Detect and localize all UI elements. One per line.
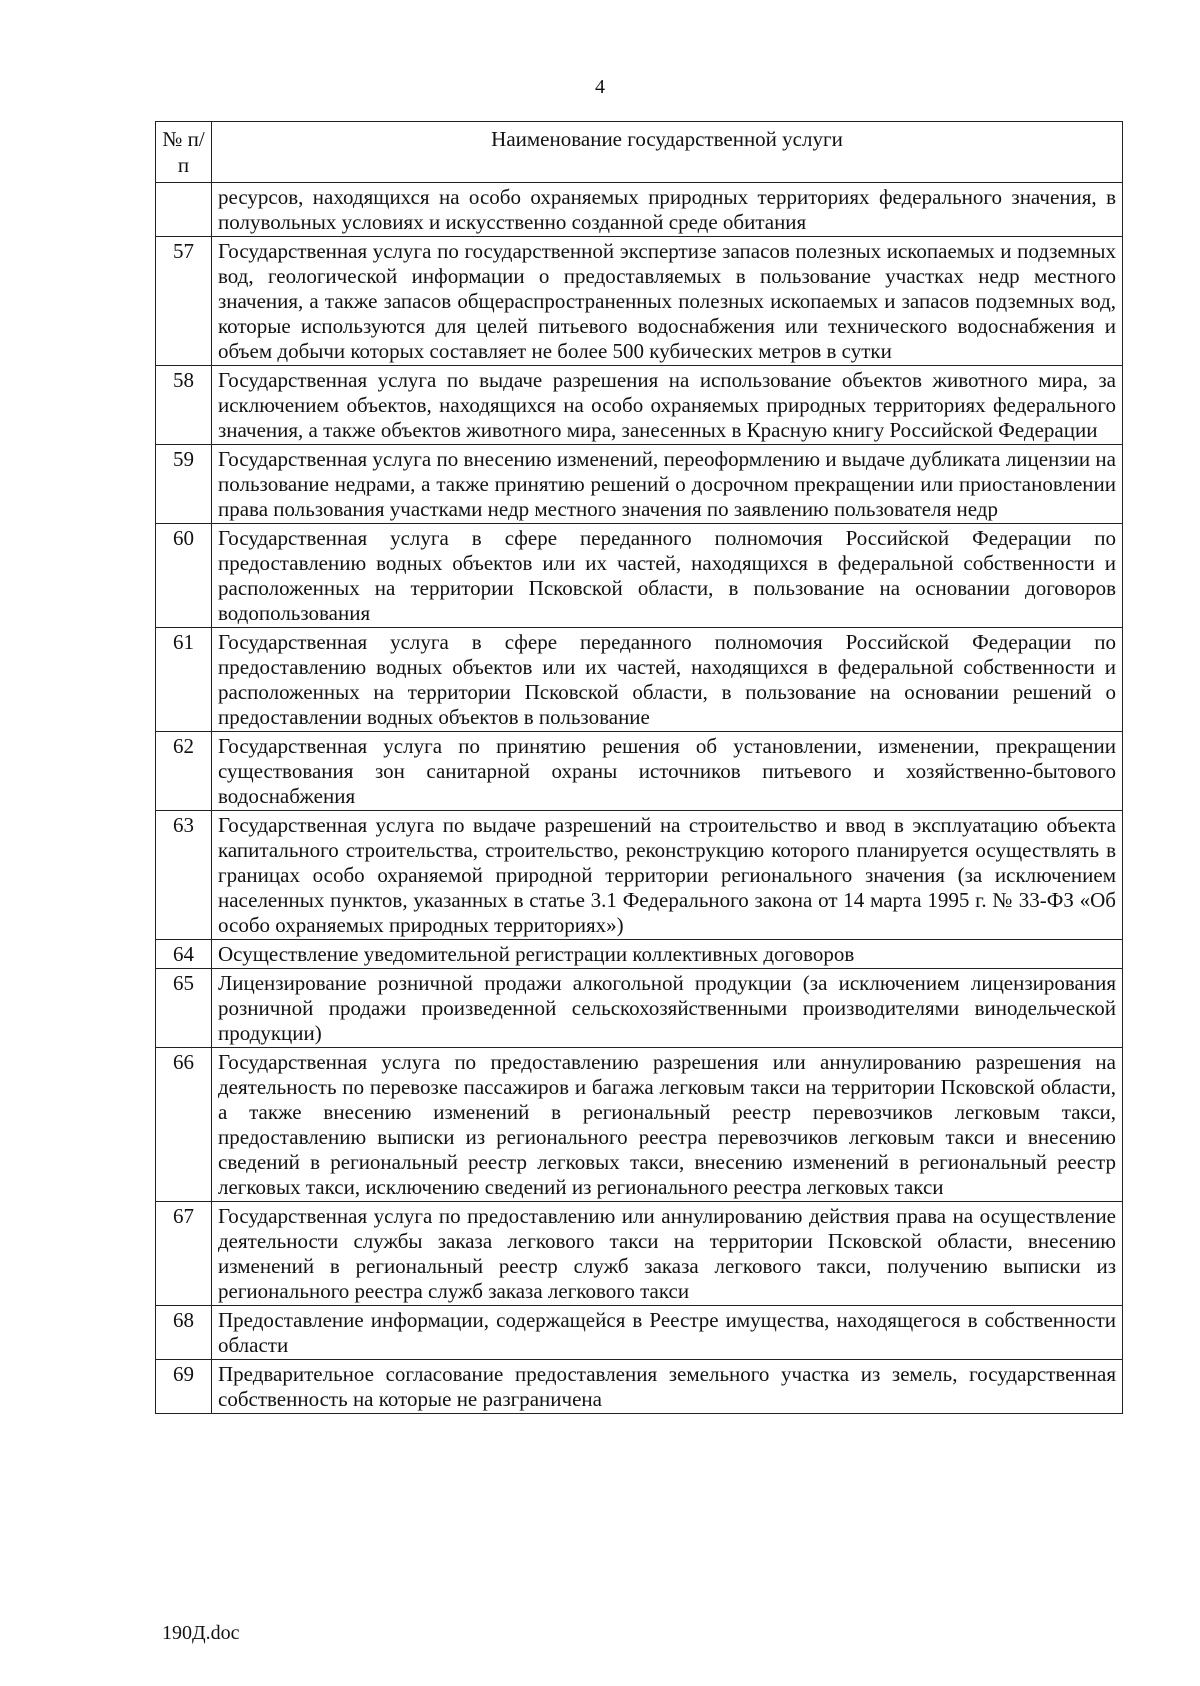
table-row: [156, 366, 1123, 445]
row-number: 62: [156, 732, 212, 811]
services-table: [155, 121, 1123, 1414]
table-row: [156, 811, 1123, 940]
service-name: Государственная услуга по принятию решения об установлении, изменении, прекращении существования зон санитарной охраны источников питьевого и хозяйственно-бытового водоснабжения: [212, 732, 1123, 811]
row-number: 65: [156, 969, 212, 1048]
row-number: [156, 183, 212, 237]
row-number: 63: [156, 811, 212, 940]
row-number: 66: [156, 1048, 212, 1202]
service-name: Государственная услуга по внесению изменений, переоформлению и выдаче дубликата лицензии на пользование недрами, а также принятию решений о досрочном прекращении или приостановлении права пользования участками недр местного значения по заявлению пользователя недр: [212, 445, 1123, 524]
service-name: Государственная услуга по выдаче разрешений на строительство и ввод в эксплуатацию объекта капитального строительства, строительство, реконструкцию которого планируется осуществлять в границах особо охраняемой природной территории регионального значения (за исключением населенных пунктов, указанных в статье 3.1 Федерального закона от 14 марта 1995 г. № 33-ФЗ «Об особо охраняемых природных территориях»): [212, 811, 1123, 940]
service-name: Предварительное согласование предоставления земельного участка из земель, государственная собственность на которые не разграничена: [212, 1360, 1123, 1414]
column-header-number: № п/п: [156, 122, 212, 183]
row-number: 58: [156, 366, 212, 445]
table-row: [156, 445, 1123, 524]
row-number: 57: [156, 237, 212, 366]
table-header-row: [156, 122, 1123, 183]
service-name: Государственная услуга по предоставлению разрешения или аннулированию разрешения на деятельность по перевозке пассажиров и багажа легковым такси на территории Псковской области, а также внесению изменений в региональный реестр перевозчиков легковым такси, предоставлению выписки из регионального реестра перевозчиков легковым такси и внесению сведений в региональный реестр легковых такси, внесению изменений в региональный реестр легковых такси, исключению сведений из регионального реестра легковых такси: [212, 1048, 1123, 1202]
footer-filename: 190Д.doc: [162, 1622, 240, 1644]
table-row: [156, 183, 1123, 237]
service-name: Государственная услуга по предоставлению или аннулированию действия права на осуществление деятельности службы заказа легкового такси на территории Псковской области, внесению изменений в региональный реестр служб заказа легкового такси, получению выписки из регионального реестра служб заказа легкового такси: [212, 1202, 1123, 1306]
column-header-service-name: Наименование государственной услуги: [212, 122, 1123, 183]
row-number: 68: [156, 1306, 212, 1360]
service-name: Предоставление информации, содержащейся в Реестре имущества, находящегося в собственности области: [212, 1306, 1123, 1360]
service-name: Государственная услуга в сфере переданного полномочия Российской Федерации по предоставлению водных объектов или их частей, находящихся в федеральной собственности и расположенных на территории Псковской области, в пользование на основании договоров водопользования: [212, 524, 1123, 628]
page-number: 4: [595, 76, 605, 98]
table-body: [156, 183, 1123, 1414]
table-row: [156, 1048, 1123, 1202]
service-name: Осуществление уведомительной регистрации коллективных договоров: [212, 940, 1123, 969]
table-row: [156, 237, 1123, 366]
table-row: [156, 969, 1123, 1048]
service-name: ресурсов, находящихся на особо охраняемых природных территориях федерального значения, в полувольных условиях и искусственно созданной среде обитания: [212, 183, 1123, 237]
row-number: 60: [156, 524, 212, 628]
row-number: 67: [156, 1202, 212, 1306]
table-row: [156, 940, 1123, 969]
row-number: 64: [156, 940, 212, 969]
table-row: [156, 1202, 1123, 1306]
service-name: Лицензирование розничной продажи алкогольной продукции (за исключением лицензирования розничной продажи произведенной сельскохозяйственными производителями винодельческой продукции): [212, 969, 1123, 1048]
table-row: [156, 524, 1123, 628]
table-row: [156, 1360, 1123, 1414]
service-name: Государственная услуга в сфере переданного полномочия Российской Федерации по предоставлению водных объектов или их частей, находящихся в федеральной собственности и расположенных на территории Псковской области, в пользование на основании решений о предоставлении водных объектов в пользование: [212, 628, 1123, 732]
service-name: Государственная услуга по выдаче разрешения на использование объектов животного мира, за исключением объектов, находящихся на особо охраняемых природных территориях федерального значения, а также объектов животного мира, занесенных в Красную книгу Российской Федерации: [212, 366, 1123, 445]
row-number: 61: [156, 628, 212, 732]
table-row: [156, 628, 1123, 732]
row-number: 69: [156, 1360, 212, 1414]
row-number: 59: [156, 445, 212, 524]
service-name: Государственная услуга по государственной экспертизе запасов полезных ископаемых и подземных вод, геологической информации о предоставляемых в пользование участках недр местного значения, а также запасов общераспространенных полезных ископаемых и запасов подземных вод, которые используются для целей питьевого водоснабжения или технического водоснабжения и объем добычи которых составляет не более 500 кубических метров в сутки: [212, 237, 1123, 366]
table-row: [156, 732, 1123, 811]
table-row: [156, 1306, 1123, 1360]
